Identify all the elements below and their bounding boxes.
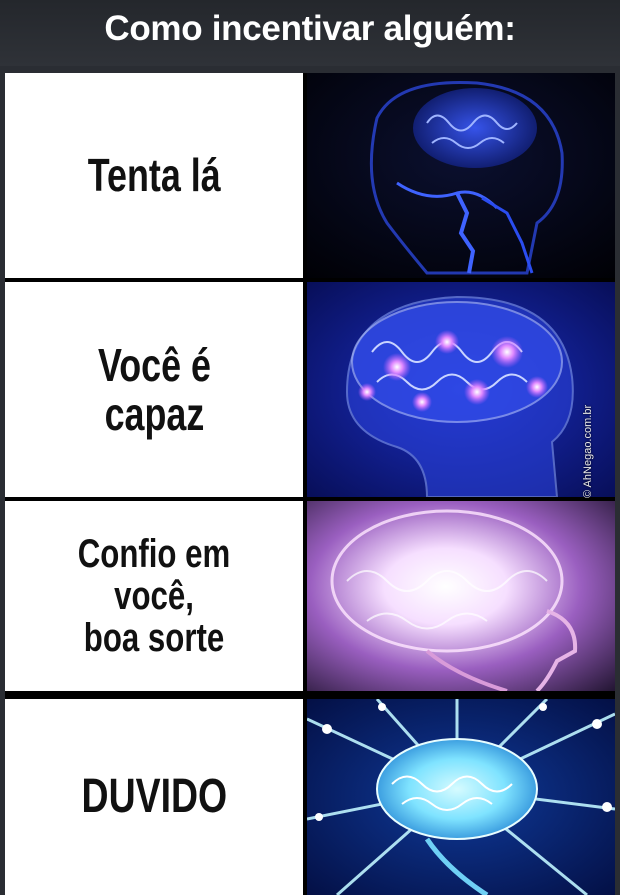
title-bar [0,0,620,66]
caption-cell [5,699,303,895]
copyright-icon: © [582,489,594,498]
meme-grid [5,73,615,895]
caption-cell [5,282,303,497]
caption-cell [5,501,303,691]
caption-cell [5,73,303,278]
caption-text: Tenta lá [87,149,221,202]
watermark [582,405,594,498]
watermark-text: AhNegao.com.br [582,404,594,488]
meme-panel-4 [5,699,615,895]
caption-text: DUVIDO [81,769,227,823]
brain-image-radiant [307,501,615,691]
meme-panel-2 [5,282,615,497]
meme-panel-1 [5,73,615,278]
brain-image-cosmic [307,699,615,895]
meme-panel-3 [5,501,615,691]
meme-title: Como incentivar alguém: [104,9,516,48]
caption-text: Você é capaz [97,339,211,440]
brain-image-dim [307,73,615,278]
caption-text: Confio em você, boa sorte [77,532,231,660]
brain-image-glowing [307,282,615,497]
